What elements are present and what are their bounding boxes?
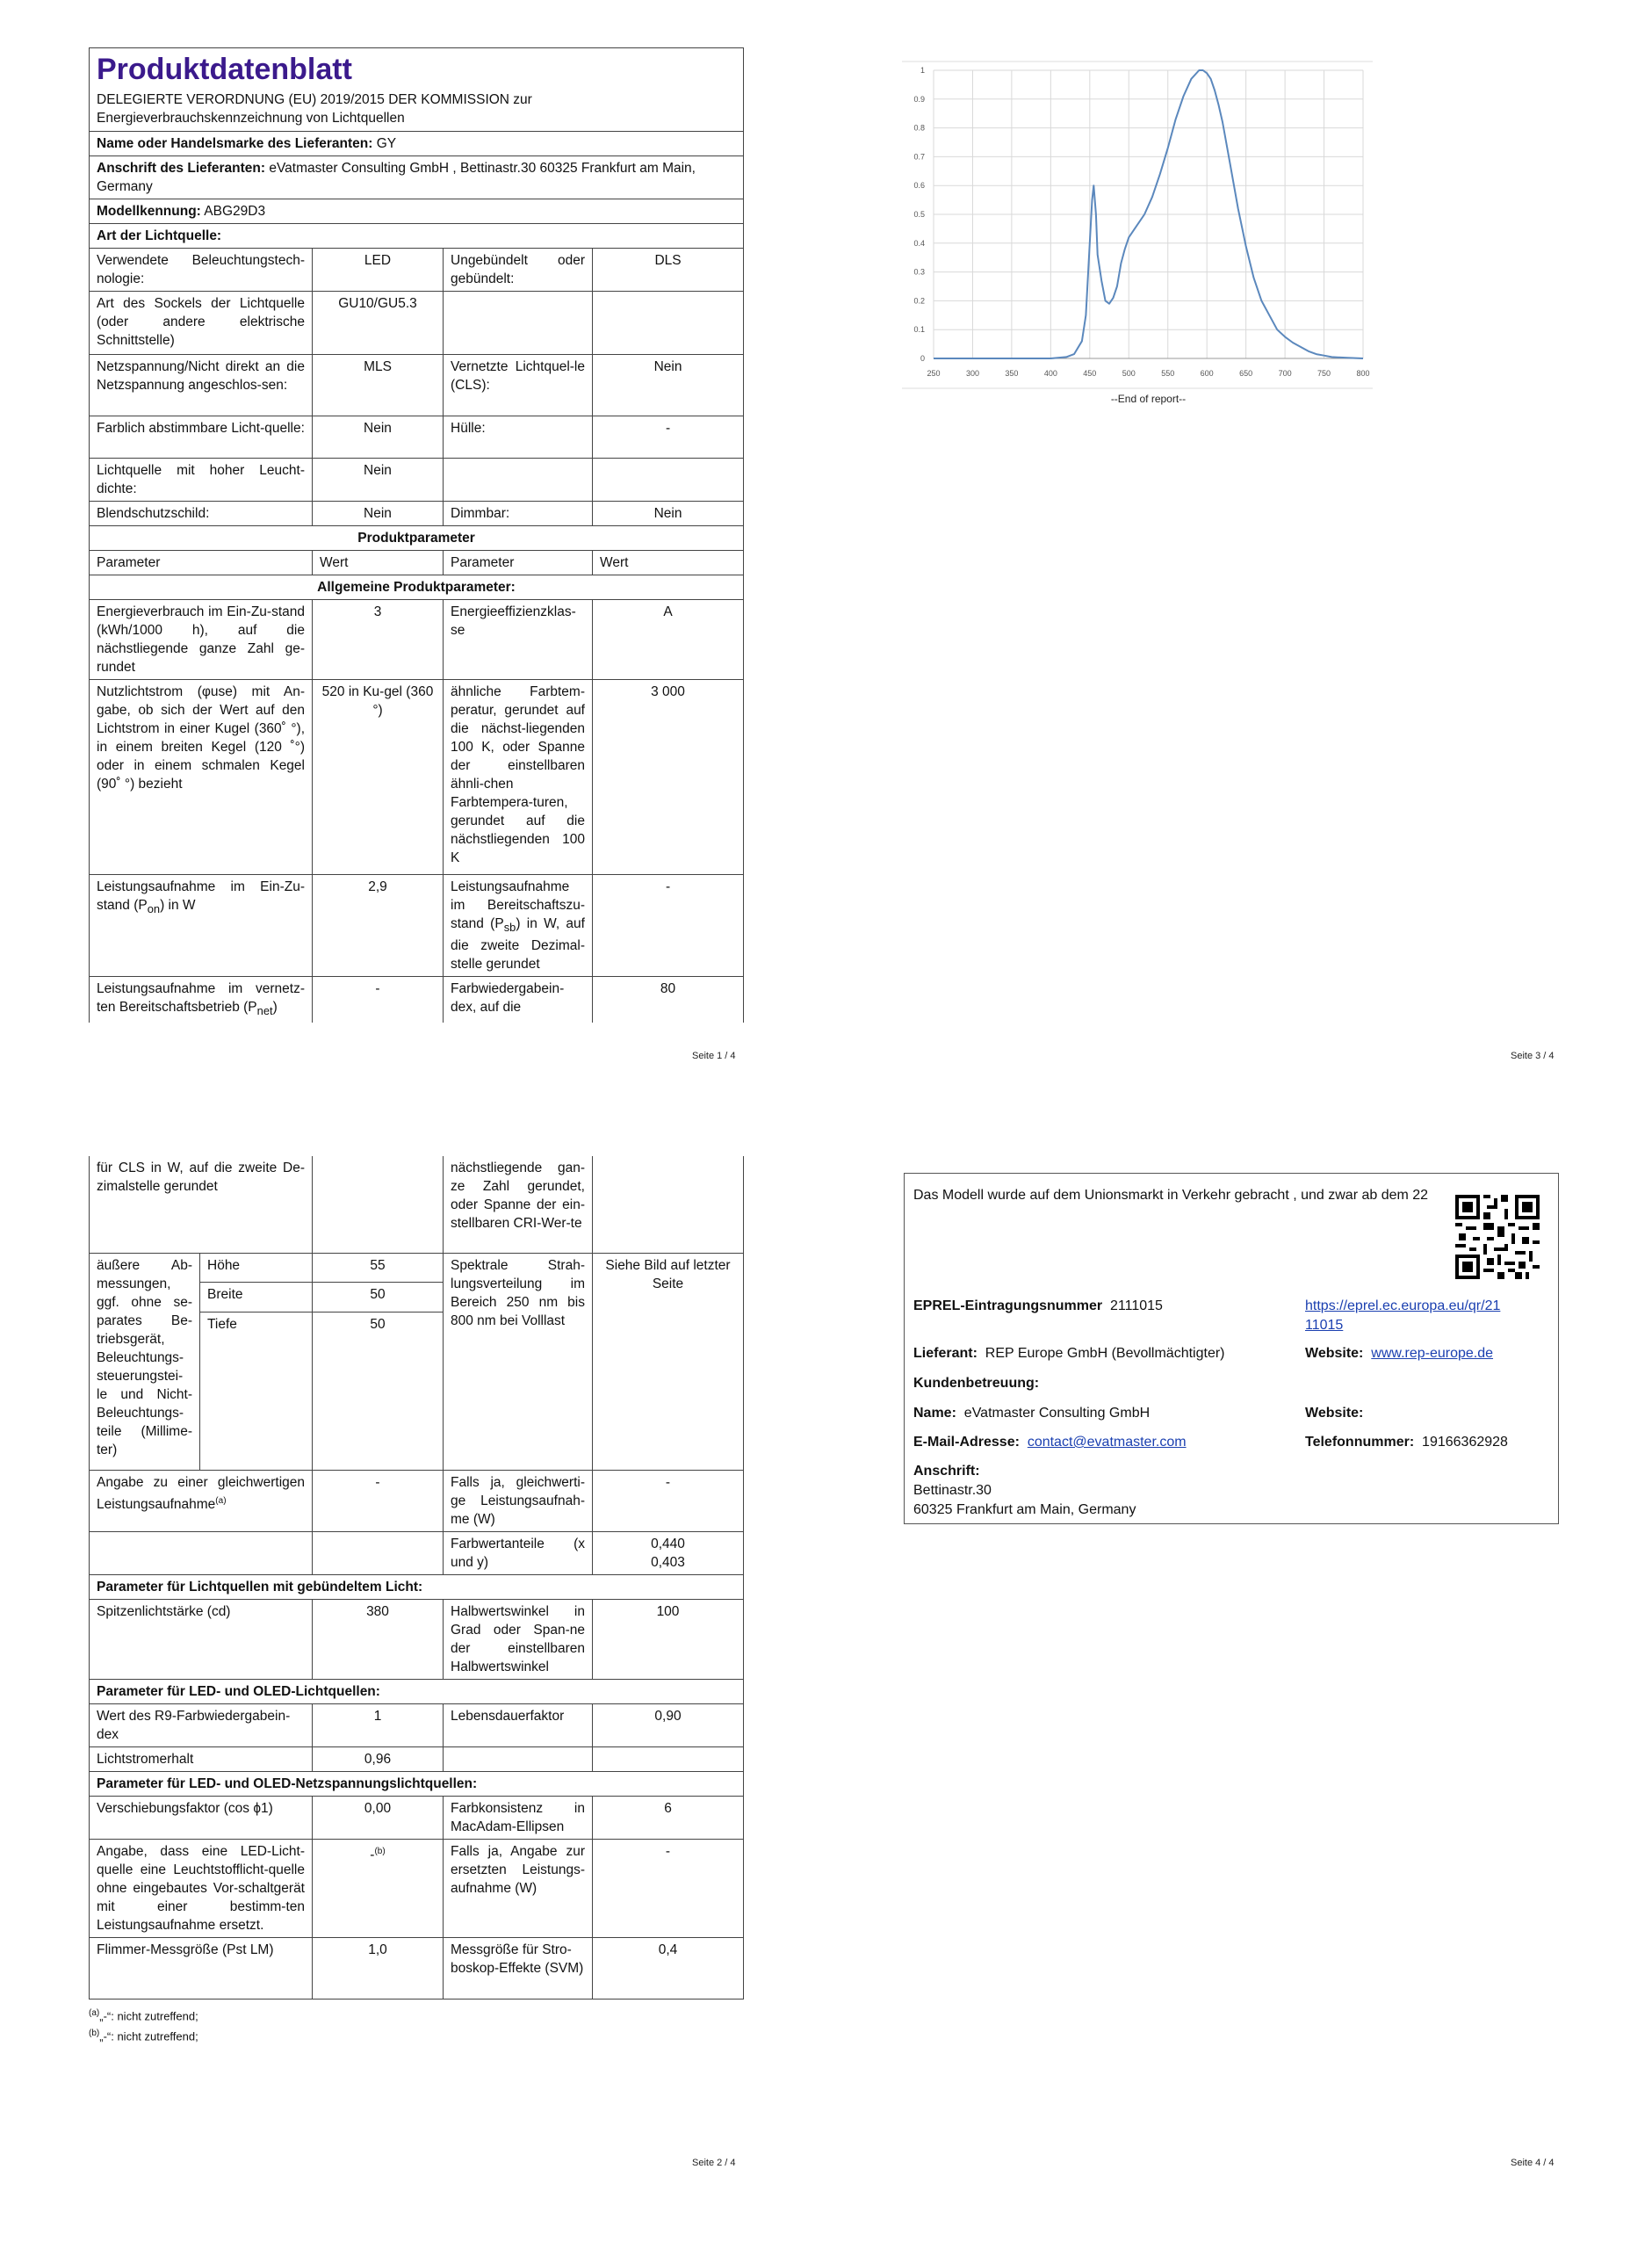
cell: Art des Sockels der Lichtquelle (oder andere elektrische Schnittstelle) (90, 292, 313, 355)
cell: Angabe, dass eine LED-Licht-quelle eine Leuchtstofflicht-quelle ohne eingebautes Vor-schaltgerät mit einer bestimm-ten Leistungsaufnahme ersetzt. (90, 1839, 313, 1937)
x-tick-label: 750 (1317, 369, 1331, 378)
cell: Angabe zu einer gleichwertigen Leistungsaufnahme$^{(a)}$ (90, 1470, 313, 1531)
cell: ähnliche Farbtem-peratur, gerundet auf die nächst-liegenden 100 K, oder Spanne der einstellbaren ähnli-chen Farbtempera-turen, gerundet auf die nächstliegenden 100 K (444, 680, 593, 875)
cell: MLS (313, 355, 444, 416)
cell: Spektrale Strah-lungsverteilung im Bereich 250 nm bis 800 nm bei Volllast (444, 1253, 593, 1470)
page-2 (89, 1156, 743, 2045)
table-row (90, 416, 744, 459)
cell: 80 (593, 977, 744, 1023)
cell: Leistungsaufnahme im Ein-Zu-stand $(P_{on})$ in W (90, 875, 313, 977)
cell: 0,90 (593, 1703, 744, 1746)
cell: Energieeffizienzklas-se (444, 600, 593, 680)
table-row (90, 680, 744, 875)
cell (593, 459, 744, 502)
cell: Messgröße für Stro-boskop-Effekte (SVM) (444, 1937, 593, 1999)
website-row: Website: www.rep-europe.de (1305, 1346, 1494, 1361)
cell: Nein (313, 502, 444, 526)
table-row (90, 1531, 744, 1574)
cell: Nein (593, 355, 744, 416)
cell (444, 459, 593, 502)
cell: 0,00 (313, 1796, 444, 1839)
table-row (90, 355, 744, 416)
x-tick-label: 700 (1278, 369, 1292, 378)
cell: DLS (593, 249, 744, 292)
cell: GU10/GU5.3 (313, 292, 444, 355)
cell (444, 1746, 593, 1771)
led-oled-header: Parameter für LED- und OLED-Lichtquellen: (90, 1679, 744, 1703)
page-title: Produktdatenblatt (97, 53, 352, 86)
page-4-info-box (904, 1173, 1559, 1524)
cell: Höhe (200, 1253, 313, 1283)
cell: Verwendete Beleuchtungstech-nologie: (90, 249, 313, 292)
x-tick-label: 600 (1200, 369, 1214, 378)
cell: Leistungsaufnahme im Bereitschaftszu-stand $(P_{sb})$ in W, auf die zweite Dezimal-stelle gerundet (444, 875, 593, 977)
cell: Hülle: (444, 416, 593, 459)
cell: -$^{(b)}$ (313, 1839, 444, 1937)
x-tick-label: 300 (965, 369, 979, 378)
cell: Blendschutzschild: (90, 502, 313, 526)
cell: Energieverbrauch im Ein-Zu-stand (kWh/1000 h), auf die nächstliegende ganze Zahl ge-rundet (90, 600, 313, 680)
cell (313, 1531, 444, 1574)
cell: nächstliegende gan-ze Zahl gerundet, oder Spanne der ein-stellbaren CRI-Wer-te (444, 1156, 593, 1253)
cell: 0,96 (313, 1746, 444, 1771)
table-row (90, 1703, 744, 1746)
column-header: Parameter (444, 551, 593, 575)
y-tick-label: 0.7 (913, 152, 925, 162)
cell: Halbwertswinkel in Grad oder Span-ne der einstellbaren Halbwertswinkel (444, 1599, 593, 1679)
qr-code-icon (1455, 1195, 1540, 1279)
column-header-row (90, 551, 744, 575)
cell: Spitzenlichtstärke (cd) (90, 1599, 313, 1679)
table-row (90, 977, 744, 1023)
cell: Siehe Bild auf letzter Seite (593, 1253, 744, 1470)
cell: 1 (313, 1703, 444, 1746)
page-1 (89, 47, 743, 1023)
cell: - (593, 875, 744, 977)
page-number: Seite 2 / 4 (692, 2158, 736, 2168)
cell: - (593, 1839, 744, 1937)
x-tick-label: 650 (1239, 369, 1253, 378)
table-row (90, 1746, 744, 1771)
cell: Farbwiedergabein-dex, auf die (444, 977, 593, 1023)
cell: 1,0 (313, 1937, 444, 1999)
datasheet-table-page-2 (89, 1156, 744, 2000)
table-row (90, 600, 744, 680)
eprel-link-line-2[interactable]: 11015 (1305, 1318, 1344, 1333)
cell (593, 1156, 744, 1253)
eprel-link[interactable] (1305, 1297, 1500, 1335)
table-row (90, 1937, 744, 1999)
cell: Vernetzte Lichtquel-le (CLS): (444, 355, 593, 416)
y-tick-label: 0.4 (913, 238, 925, 248)
datasheet-table-page-1 (89, 47, 744, 1023)
end-of-report-text: --End of report-- (1110, 393, 1187, 405)
table-row (90, 1839, 744, 1937)
y-tick-label: 0 (920, 354, 925, 363)
customer-service-label: Kundenbetreuung: (913, 1376, 1040, 1391)
cell: Breite (200, 1283, 313, 1313)
cell: 6 (593, 1796, 744, 1839)
cell: Farbwertanteile (x und y) (444, 1531, 593, 1574)
y-tick-label: 0.1 (913, 325, 925, 335)
cell: 380 (313, 1599, 444, 1679)
website-2-label: Website: (1305, 1406, 1364, 1421)
regulation-subtitle: DELEGIERTE VERORDNUNG (EU) 2019/2015 DER KOMMISSION zur Energieverbrauchskennzeichnung von Lichtquellen (97, 92, 532, 126)
cell: A (593, 600, 744, 680)
cell: 0,4 (593, 1937, 744, 1999)
table-row (90, 1253, 744, 1283)
cell (593, 292, 744, 355)
cell: 55 (313, 1253, 444, 1283)
cell: 50 (313, 1312, 444, 1470)
footnote-a: $^{(a)}$„-“: nicht zutreffend; (89, 2007, 198, 2022)
bundled-light-header: Parameter für Lichtquellen mit gebündeltem Licht: (90, 1574, 744, 1599)
supplier-value: GY (376, 136, 397, 151)
table-row (90, 502, 744, 526)
cell: Farbkonsistenz in MacAdam-Ellipsen (444, 1796, 593, 1839)
x-tick-label: 800 (1356, 369, 1370, 378)
cell: Flimmer-Messgröße (Pst LM) (90, 1937, 313, 1999)
x-tick-label: 250 (927, 369, 941, 378)
address-value: eVatmaster Consulting GmbH , Bettinastr.30 60325 Frankfurt am Main, Germany (97, 161, 696, 194)
cell: - (593, 1470, 744, 1531)
cell: Falls ja, gleichwerti-ge Leistungsaufnah-me (W) (444, 1470, 593, 1531)
dimensions-label: äußere Ab-messungen, ggf. ohne se-parates Be-triebsgerät, Beleuchtungs-steuerungstei-le und Nicht-Beleuchtungs-teile (Millime-ter) (90, 1253, 200, 1470)
page-number: Seite 3 / 4 (1511, 1051, 1555, 1061)
cell: Lebensdauerfaktor (444, 1703, 593, 1746)
column-header: Wert (593, 551, 744, 575)
address-label: Anschrift des Lieferanten: (97, 161, 266, 176)
cell (90, 1531, 313, 1574)
x-tick-label: 500 (1122, 369, 1136, 378)
supplier-label: Name oder Handelsmarke des Lieferanten: (97, 136, 373, 151)
y-tick-label: 0.9 (913, 94, 925, 104)
x-tick-label: 350 (1005, 369, 1019, 378)
cell: Lichtquelle mit hoher Leucht-dichte: (90, 459, 313, 502)
cell: Nein (593, 502, 744, 526)
cell: Wert des R9-Farbwiedergabein-dex (90, 1703, 313, 1746)
y-tick-label: 0.5 (913, 210, 925, 219)
table-row (90, 459, 744, 502)
cell (313, 1156, 444, 1253)
product-parameters-header: Produktparameter (90, 526, 744, 551)
name-row: Name: eVatmaster Consulting GmbH (913, 1406, 1151, 1421)
column-header: Wert (313, 551, 444, 575)
y-tick-label: 0.3 (913, 267, 925, 277)
page-3 (902, 56, 1373, 408)
market-date-text: Das Modell wurde auf dem Unionsmarkt in Verkehr gebracht , und zwar ab dem 22 (913, 1188, 1429, 1203)
cell: LED (313, 249, 444, 292)
cell: Nein (313, 416, 444, 459)
cell: Tiefe (200, 1312, 313, 1470)
cell: 3 000 (593, 680, 744, 875)
cell: - (593, 416, 744, 459)
phone-row: Telefonnummer: 19166362928 (1305, 1435, 1508, 1450)
cell: 0,440 0,403 (593, 1531, 744, 1574)
x-tick-label: 550 (1161, 369, 1175, 378)
spectral-distribution-chart (902, 56, 1373, 408)
page-number: Seite 1 / 4 (692, 1051, 736, 1061)
page-number: Seite 4 / 4 (1511, 2158, 1555, 2168)
cell: 50 (313, 1283, 444, 1313)
cell: 100 (593, 1599, 744, 1679)
email-row: E-Mail-Adresse: contact@evatmaster.com (913, 1435, 1187, 1450)
website-link[interactable]: www.rep-europe.de (1371, 1346, 1494, 1361)
cell: für CLS in W, auf die zweite De-zimalstelle gerundet (90, 1156, 313, 1253)
cell: Netzspannung/Nicht direkt an die Netzspannung angeschlos-sen: (90, 355, 313, 416)
cell: Ungebündelt oder gebündelt: (444, 249, 593, 292)
cell: Nutzlichtstrom (φuse) mit An-gabe, ob sich der Wert auf den Lichtstrom in einer Kugel (360˚ °), in einem breiten Kegel (120 ˚°) oder in einem schmalen Kegel (90˚ °) bezieht (90, 680, 313, 875)
email-link[interactable]: contact@evatmaster.com (1027, 1435, 1187, 1450)
address-block: Anschrift: Bettinastr.30 60325 Frankfurt am Main, Germany (913, 1464, 1136, 1517)
light-source-type-header: Art der Lichtquelle: (90, 224, 744, 249)
x-tick-label: 400 (1043, 369, 1057, 378)
x-tick-label: 450 (1083, 369, 1097, 378)
cell: 520 in Ku-gel (360 °) (313, 680, 444, 875)
model-value: ABG29D3 (204, 204, 266, 219)
table-row (90, 249, 744, 292)
cell: - (313, 977, 444, 1023)
cell: Nein (313, 459, 444, 502)
table-row (90, 292, 744, 355)
y-tick-label: 1 (920, 66, 925, 75)
eprel-row: EPREL-Eintragungsnummer 2111015 (913, 1298, 1163, 1313)
cell: - (313, 1470, 444, 1531)
cell (444, 292, 593, 355)
general-parameters-header: Allgemeine Produktparameter: (90, 575, 744, 600)
cell: Farblich abstimmbare Licht-quelle: (90, 416, 313, 459)
model-label: Modellkennung: (97, 204, 201, 219)
cell: Dimmbar: (444, 502, 593, 526)
cell: Verschiebungsfaktor (cos ϕ1) (90, 1796, 313, 1839)
eprel-link-line-1[interactable]: https://eprel.ec.europa.eu/qr/21 (1305, 1298, 1501, 1313)
table-row (90, 1599, 744, 1679)
footnote-b: $^{(b)}$„-“: nicht zutreffend; (89, 2028, 198, 2043)
y-tick-label: 0.8 (913, 123, 925, 133)
table-row (90, 875, 744, 977)
cell: 3 (313, 600, 444, 680)
cell (593, 1746, 744, 1771)
cell: Leistungsaufnahme im vernetz-ten Bereitschaftsbetrieb $(P_{net})$ (90, 977, 313, 1023)
table-row (90, 1156, 744, 1253)
table-row (90, 1470, 744, 1531)
y-tick-label: 0.2 (913, 296, 925, 306)
cell: 2,9 (313, 875, 444, 977)
supplier-row: Lieferant: REP Europe GmbH (Bevollmächtigter) (913, 1346, 1225, 1361)
y-tick-label: 0.6 (913, 181, 925, 191)
table-row (90, 1796, 744, 1839)
led-oled-mains-header: Parameter für LED- und OLED-Netzspannungslichtquellen: (90, 1771, 744, 1796)
cell: Lichtstromerhalt (90, 1746, 313, 1771)
cell: Falls ja, Angabe zur ersetzten Leistungs-aufnahme (W) (444, 1839, 593, 1937)
column-header: Parameter (90, 551, 313, 575)
